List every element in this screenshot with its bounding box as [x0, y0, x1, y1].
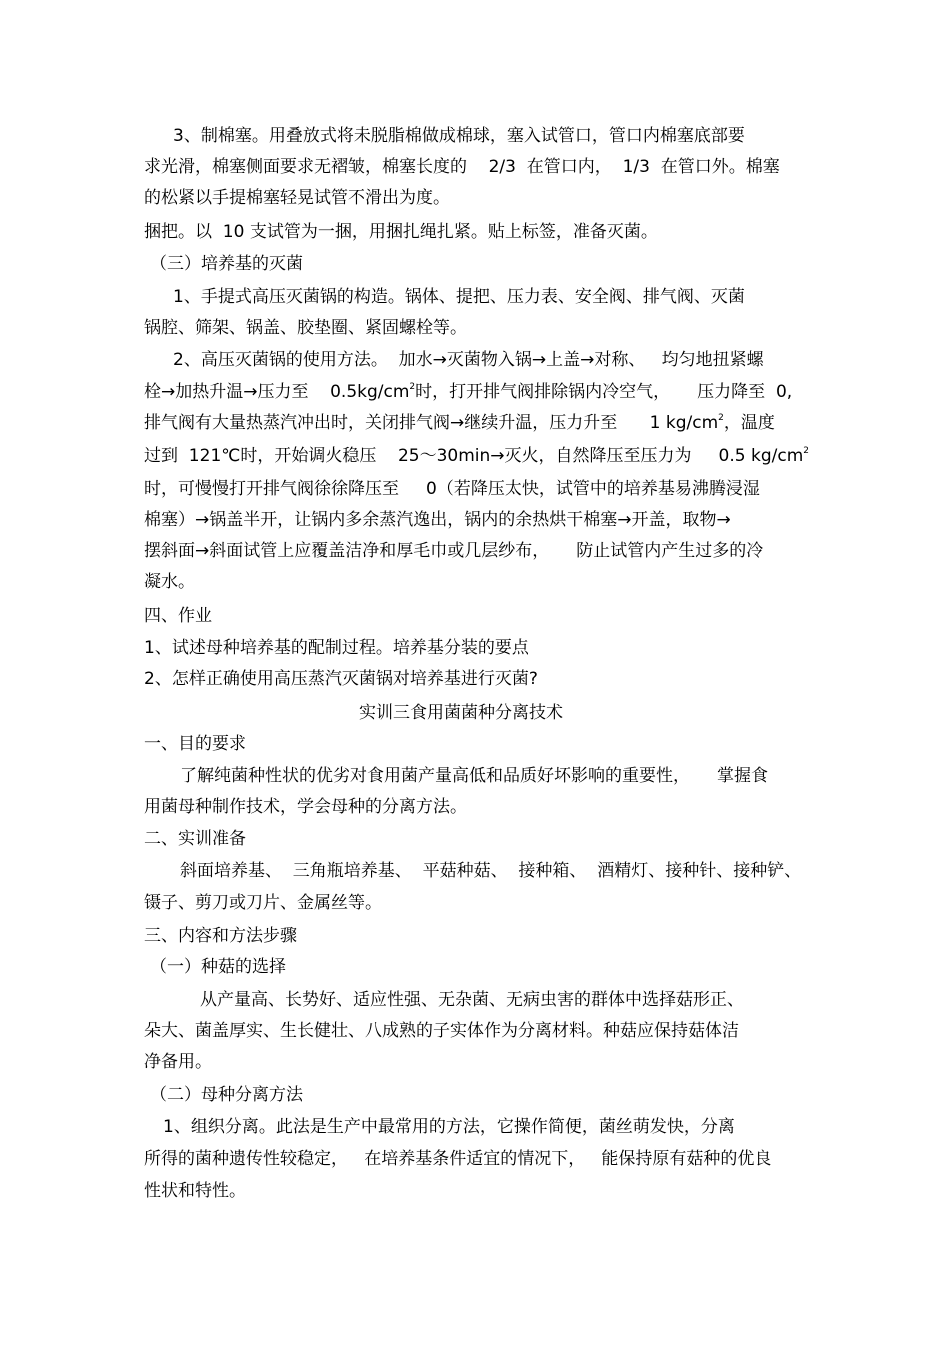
- text-line: 时，可慢慢打开排气阀徐徐降压至 0（若降压太快，试管中的培养基易沸腾浸湿: [144, 479, 760, 499]
- text-line: 栓→加热升温→压力至 $0.5kg/cm^2$时，打开排气阀排除锅内冷空气， 压力降至 0,: [144, 382, 793, 402]
- section-heading: 一、目的要求: [144, 734, 246, 754]
- section-heading: 二、实训准备: [144, 829, 246, 849]
- text-line: 2、高压灭菌锅的使用方法。 加水→灭菌物入锅→上盖→对称、 均匀地扭紧螺: [173, 350, 764, 370]
- superscript: 2: [803, 446, 809, 456]
- superscript: 2: [718, 413, 724, 423]
- text-line: 所得的菌种遗传性较稳定， 在培养基条件适宜的情况下， 能保持原有菇种的优良: [144, 1149, 772, 1169]
- text-line: 净备用。: [144, 1052, 212, 1072]
- text-line: 3、制棉塞。用叠放式将未脱脂棉做成棉球，塞入试管口，管口内棉塞底部要: [173, 126, 745, 146]
- text-line: 了解纯菌种性状的优劣对食用菌产量高低和品质好坏影响的重要性， 掌握食: [180, 766, 769, 786]
- text-line: 用菌母种制作技术，学会母种的分离方法。: [144, 797, 467, 817]
- text-line: 斜面培养基、 三角瓶培养基、 平菇种菇、 接种箱、 酒精灯、接种针、接种铲、: [180, 861, 802, 881]
- text-line: 1、试述母种培养基的配制过程。培养基分装的要点: [144, 638, 529, 658]
- text-line: 捆把。以 10 支试管为一捆，用捆扎绳扎紧。贴上标签，准备灭菌。: [144, 222, 658, 242]
- section-heading: 三、内容和方法步骤: [144, 926, 297, 946]
- text-line: 1、组织分离。此法是生产中最常用的方法，它操作简便，菌丝萌发快，分离: [163, 1117, 735, 1137]
- chapter-title: 实训三食用菌菌种分离技术: [359, 703, 563, 723]
- text-line: 排气阀有大量热蒸汽冲出时，关闭排气阀→继续升温，压力升至 1 $kg/cm^2$，温度: [144, 413, 775, 433]
- text-line: 锅腔、筛架、锅盖、胶垫圈、紧固螺栓等。: [144, 318, 467, 338]
- text-line: 性状和特性。: [144, 1181, 246, 1201]
- text-line: 凝水。: [144, 572, 195, 592]
- section-heading: （三）培养基的灭菌: [150, 254, 303, 274]
- section-heading: （一）种菇的选择: [150, 957, 286, 977]
- text-line: 摆斜面→斜面试管上应覆盖洁净和厚毛巾或几层纱布， 防止试管内产生过多的冷: [144, 541, 764, 561]
- text-line: 求光滑，棉塞侧面要求无褶皱，棉塞长度的 2/3 在管口内， 1/3 在管口外。棉塞: [144, 157, 780, 177]
- superscript: 2: [409, 382, 416, 392]
- text-line: 1、手提式高压灭菌锅的构造。锅体、提把、压力表、安全阀、排气阀、灭菌: [173, 287, 745, 307]
- text-line: 从产量高、长势好、适应性强、无杂菌、无病虫害的群体中选择菇形正、: [200, 990, 744, 1010]
- text-line: 2、怎样正确使用高压蒸汽灭菌锅对培养基进行灭菌?: [144, 669, 538, 689]
- text-line: 棉塞）→锅盖半开，让锅内多余蒸汽逸出，锅内的余热烘干棉塞→开盖，取物→: [144, 510, 731, 530]
- text-line: 过到 121℃时，开始调火稳压 25～30min→灭火，自然降压至压力为 0.5 $kg/cm^2$: [144, 446, 809, 466]
- text-line: 镊子、剪刀或刀片、金属丝等。: [144, 893, 382, 913]
- text-line: 朵大、菌盖厚实、生长健壮、八成熟的子实体作为分离材料。种菇应保持菇体洁: [144, 1021, 739, 1041]
- text-line: 的松紧以手提棉塞轻晃试管不滑出为度。: [144, 188, 450, 208]
- section-heading: 四、作业: [144, 606, 212, 626]
- section-heading: （二）母种分离方法: [150, 1085, 303, 1105]
